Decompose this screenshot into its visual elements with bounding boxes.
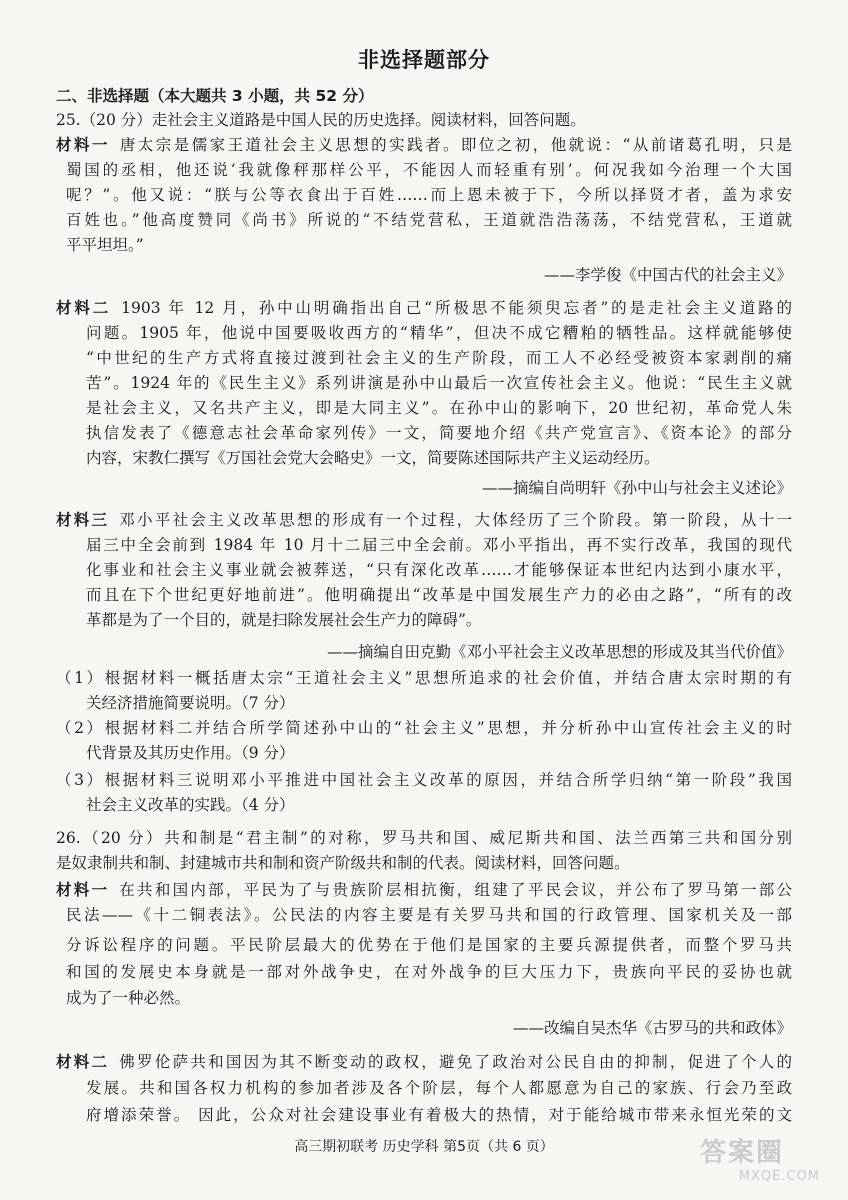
sub-question-3-cont: 社会主义改革的实践。（4 分）: [86, 796, 295, 814]
q26-material-1-line: 和国的发展史本身就是一部对外战争史，在对外战争的巨大压力下，贵族向平民的妥协也就: [66, 963, 792, 981]
material-tag: 材料一: [56, 136, 110, 154]
q26-material-2-line: 发展。共和国各权力机构的参加者涉及各个阶层，每个人都愿意为自己的家族、行会乃至政: [86, 1079, 792, 1097]
material-1-line: 百姓也。”他高度赞同《尚书》所说的“不结党营私，王道就浩浩荡荡，不结党营私，王道就: [66, 211, 792, 229]
material-2-line: 问题。1905 年，他说中国要吸收西方的“精华”，但决不成它糟粕的牺牲品。这样就能够使: [86, 324, 792, 342]
sub-question-2-cont: 代背景及其历史作用。（9 分）: [86, 744, 295, 762]
material-2-line: 苦”。1924 年的《民生主义》系列讲演是孙中山最后一次宣传社会主义。他说：“民生主义就: [86, 374, 792, 392]
question-26-stem: 26.（20 分）共和制是“君主制”的对称，罗马共和国、威尼斯共和国、法兰西第三共和国分别: [56, 829, 792, 847]
page-title: 非选择题部分: [358, 48, 490, 72]
material-tag: 材料三: [56, 511, 110, 529]
material-3-line: 革都是为了一个目的，就是扫除发展社会生产力的障碍”。: [86, 611, 482, 629]
material-1-source: ——李学俊《中国古代的社会主义》: [543, 266, 792, 284]
page-footer: 高三期初联考 历史学科 第5页（共 6 页）: [294, 1139, 554, 1155]
material-tag: 材料一: [56, 881, 110, 899]
material-3-line: 材料三 邓小平社会主义改革思想的形成有一个过程，大体经历了三个阶段。第一阶段，从十一: [56, 511, 792, 529]
material-3-line: 届三中全会前到 1984 年 10 月十二届三中全会前。邓小平指出，再不实行改革，我国的现代: [86, 536, 792, 554]
material-2-line: 执信发表了《德意志社会革命家列传》一文，简要地介绍《共产党宣言》、《资本论》的部分: [86, 424, 792, 442]
sub-question-2: （2）根据材料二并结合所学简述孙中山的“社会主义”思想，并分析孙中山宣传社会主义的时: [56, 719, 792, 737]
watermark-logo: 答案圈 MXQE.COM: [700, 1138, 820, 1184]
material-tag: 材料二: [56, 1053, 110, 1071]
material-2-line: 材料二 1903 年 12 月，孙中山明确指出自己“所极思不能须臾忘者”的是走社会主义道路的: [56, 299, 792, 317]
q26-material-1-line: 成为了一种必然。: [66, 989, 191, 1007]
material-3-source: ——摘编自田克勤《邓小平社会主义改革思想的形成及其当代价值》: [326, 643, 792, 661]
question-25-stem: 25.（20 分）走社会主义道路是中国人民的历史选择。阅读材料，回答问题。: [56, 111, 586, 129]
material-1-line: 平平坦坦。”: [66, 236, 144, 254]
sub-question-3: （3）根据材料三说明邓小平推进中国社会主义改革的原因，并结合所学归纳“第一阶段”我国: [56, 771, 792, 789]
material-2-line: “中世纪的生产方式将直接过渡到社会主义的生产阶段，而工人不必经受被资本家剥削的痛: [86, 349, 792, 367]
q26-material-1-line: 民法——《十二铜表法》。公民法的内容主要是有关罗马共和国的行政管理、国家机关及一部: [66, 906, 792, 924]
section-heading: 二、非选择题（本大题共 3 小题，共 52 分）: [56, 87, 374, 105]
sub-question-1: （1）根据材料一概括唐太宗“王道社会主义”思想所追求的社会价值，并结合唐太宗时期的有: [56, 669, 792, 687]
q26-material-1-source: ——改编自吴杰华《古罗马的共和政体》: [512, 1019, 792, 1037]
q26-material-2-line: 府增添荣誉。 因此，公众对社会建设事业有着极大的热情，对于能给城市带来永恒光荣的文: [86, 1106, 792, 1124]
material-2-line: 内容，宋教仁撰写《万国社会党大会略史》一文，简要陈述国际共产主义运动经历。: [86, 449, 660, 467]
material-2-source: ——摘编自尚明轩《孙中山与社会主义述论》: [481, 479, 792, 497]
material-3-line: 而且在下个世纪更好地前进”。他明确提出“改革是中国发展生产力的必由之路”，“所有的改: [86, 586, 792, 604]
q26-material-2-line: 材料二 佛罗伦萨共和国因为其不断变动的政权，避免了政治对公民自由的抑制，促进了个人的: [56, 1053, 792, 1071]
material-1-line: 呢？”。他又说：“朕与公等衣食出于百姓……而上恩未被于下，今所以择贤才者，盖为求安: [66, 186, 792, 204]
sub-question-1-cont: 关经济措施简要说明。（7 分）: [86, 694, 295, 712]
material-tag: 材料二: [56, 299, 112, 317]
material-1-line: 材料一 唐太宗是儒家王道社会主义思想的实践者。即位之初，他就说：“从前诸葛孔明，只是: [56, 136, 792, 154]
material-2-line: 是社会主义，又名共产主义，即是大同主义”。在孙中山的影响下，20 世纪初，革命党人朱: [86, 399, 792, 417]
material-1-line: 蜀国的丞相，他还说‘我就像秤那样公平，不能因人而轻重有别’。何况我如今治理一个大国: [66, 161, 792, 179]
question-26-stem-cont: 是奴隶制共和制、封建城市共和制和资产阶级共和制的代表。阅读材料，回答问题。: [56, 854, 630, 872]
q26-material-1-line: 分诉讼程序的问题。平民阶层最大的优势在于他们是国家的主要兵源提供者，而整个罗马共: [66, 936, 792, 954]
q26-material-1-line: 材料一 在共和国内部，平民为了与贵族阶层相抗衡，组建了平民会议，并公布了罗马第一部公: [56, 881, 792, 899]
material-3-line: 化事业和社会主义事业就会被葬送，“只有深化改革……才能够保证本世纪内达到小康水平，: [86, 561, 792, 579]
